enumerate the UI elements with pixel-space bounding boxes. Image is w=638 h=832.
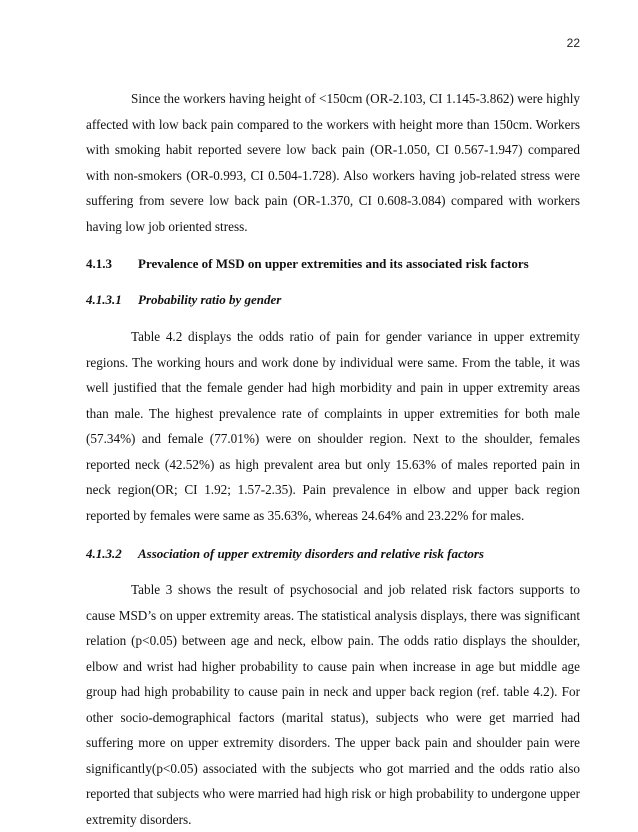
section-number: 4.1.3 — [86, 256, 112, 271]
paragraph-height-smoking-stress: Since the workers having height of <150cm (OR-2.103, CI 1.145-3.862) were highly affected with low back pain compared to the workers with height more than 150cm. Workers with smoking habit reported severe low back pain (OR-1.050, CI 0.567-1.947) compared with non-smokers (OR-0.993, CI 0.504-1.728). Also workers having job-related stress were suffering from severe low back pain (OR-1.370, CI 0.608-3.084) compared with workers having low job oriented stress. — [86, 91, 580, 234]
subsection-title: Association of upper extremity disorders and relative risk factors — [138, 546, 484, 561]
section-title: Prevalence of MSD on upper extremities and its associated risk factors — [138, 256, 529, 271]
paragraph-gender-odds-ratio: Table 4.2 displays the odds ratio of pain for gender variance in upper extremity regions. The working hours and work done by individual were same. From the table, it was well justified that the female gender had high morbidity and pain in upper extremity areas than male. The highest prevalence rate of complaints in upper extremities for both male (57.34%) and female (77.01%) were on shoulder region. Next to the shoulder, females reported neck (42.52%) as high prevalent area but only 15.63% of males reported pain in neck region(OR; CI 1.92; 1.57-2.35). Pain prevalence in elbow and upper back region reported by females were same as 35.63%, whereas 24.64% and 23.22% for males. — [86, 329, 580, 523]
subsection-number: 4.1.3.2 — [86, 546, 122, 561]
subsection-heading-risk-factors — [86, 541, 580, 566]
section-heading — [86, 251, 580, 276]
paragraph-psychosocial-risk: Table 3 shows the result of psychosocial and job related risk factors supports to cause MSD’s on upper extremity areas. The statistical analysis displays, there was significant relation (p<0.05) between age and neck, elbow pain. The odds ratio displays the shoulder, elbow and wrist had higher probability to cause pain when increase in age but middle age group had high probability to cause pain in neck and upper back region (ref. table 4.2). For other socio-demographical factors (marital status), subjects who were get married had suffering more on upper extremity disorders. The upper back pain and shoulder pain were significantly(p<0.05) associated with the subjects who got married and the odds ratio also reported that subjects who were married had high risk or high probability to undergone upper extremity disorders. — [86, 582, 580, 827]
page-number: 22 — [566, 36, 580, 50]
subsection-title: Probability ratio by gender — [138, 292, 282, 307]
page-content — [86, 86, 580, 832]
subsection-heading-gender — [86, 287, 580, 312]
subsection-number: 4.1.3.1 — [86, 292, 122, 307]
